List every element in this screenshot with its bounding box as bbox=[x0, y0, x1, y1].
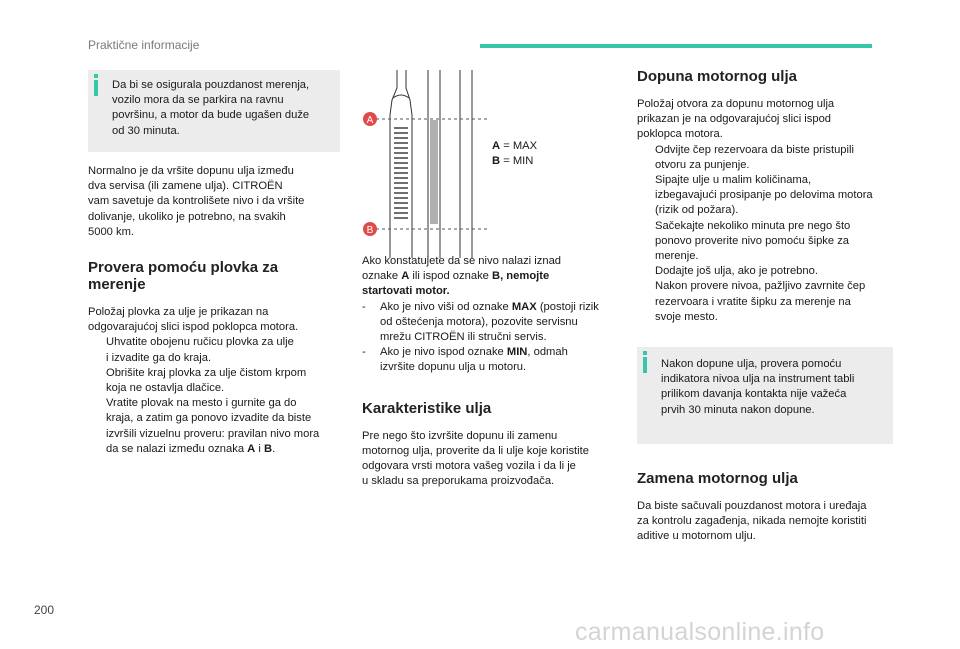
text-span: i bbox=[255, 442, 264, 455]
text-line: Dodajte još ulja, ako je potrebno. bbox=[655, 265, 818, 278]
list-item bbox=[88, 396, 340, 457]
note-line: indikatora nivoa ulja na instrument tabli bbox=[661, 373, 855, 386]
info-note bbox=[637, 347, 893, 444]
note-line: Da bi se osigurala pouzdanost merenja, bbox=[112, 79, 310, 91]
note-line: prilikom davanja kontakta nije važeća bbox=[661, 388, 847, 401]
text-line: (rizik od požara). bbox=[655, 204, 739, 217]
text-line: svoje mesto. bbox=[655, 310, 718, 323]
left-column bbox=[88, 70, 340, 457]
text-line: vam savetuje da kontrolišete nivo i da vršite bbox=[88, 195, 305, 208]
list-item bbox=[637, 173, 893, 219]
text-line: koja ne ostavlja dlačice. bbox=[106, 382, 225, 395]
list-item bbox=[637, 279, 893, 325]
watermark: carmanualsonline.info bbox=[575, 618, 825, 646]
text-line: Nakon provere nivoa, pažljivo zavrnite čep bbox=[655, 280, 866, 293]
mark-b: B bbox=[492, 270, 501, 283]
note-line: površinu, a motor da bude ugašen duže bbox=[112, 109, 310, 122]
marker-b-label: B bbox=[366, 225, 374, 236]
note-line: prvih 30 minuta nakon dopune. bbox=[661, 403, 815, 416]
text-line: 5000 km. bbox=[88, 225, 135, 238]
oil-specs-body bbox=[362, 429, 624, 490]
dash-bullet: - bbox=[362, 300, 366, 313]
legend-value: = MAX bbox=[500, 140, 538, 152]
mark-a: A bbox=[247, 442, 256, 455]
middle-column bbox=[362, 254, 624, 489]
text-line: Odvijte čep rezervoara da biste pristupili bbox=[655, 143, 854, 156]
section-heading-oil-change: Zamena motornog ulja bbox=[637, 470, 798, 488]
text-line: Obrišite kraj plovka za ulje čistom krpom bbox=[106, 366, 307, 379]
list-item bbox=[362, 300, 624, 346]
right-column bbox=[637, 68, 893, 545]
text-line bbox=[362, 269, 624, 284]
text-line: Sipajte ulje u malim količinama, bbox=[655, 174, 812, 187]
text-line: za kontrolu zagađenja, nikada nemojte koristiti bbox=[637, 515, 867, 528]
text-line: Pre nego što izvršite dopunu ili zamenu bbox=[362, 429, 558, 442]
text-span: , nemojte bbox=[500, 270, 550, 283]
list-item bbox=[362, 345, 624, 375]
section-title: Praktične informacije bbox=[88, 38, 200, 52]
topup-body bbox=[637, 97, 893, 325]
text-line: Vratite plovak na mesto i gurnite ga do bbox=[106, 397, 297, 410]
text-span: Ako je nivo ispod oznake bbox=[380, 346, 507, 359]
info-note bbox=[88, 70, 340, 152]
text-line: Sačekajte nekoliko minuta pre nego što bbox=[655, 219, 851, 232]
header-accent-bar bbox=[480, 44, 872, 48]
legend-key: B bbox=[492, 155, 501, 168]
text-span: da se nalazi između oznaka bbox=[106, 442, 248, 455]
dipstick-body bbox=[88, 305, 340, 457]
heading-line: merenje bbox=[88, 276, 146, 294]
section-heading-oil-specs: Karakteristike ulja bbox=[362, 399, 492, 417]
max-label: MAX bbox=[511, 300, 537, 313]
text-line: motornog ulja, proverite da li ulje koje koristite bbox=[362, 444, 589, 457]
list-item bbox=[637, 264, 893, 279]
text-line: Položaj plovka za ulje je prikazan na bbox=[88, 306, 269, 319]
text-span: ili ispod oznake bbox=[409, 270, 492, 283]
text-line: ponovo proverite nivo pomoću šipke za bbox=[655, 234, 850, 247]
note-line: od 30 minuta. bbox=[112, 124, 180, 137]
text-line bbox=[380, 300, 624, 315]
text-line: Položaj otvora za dopunu motornog ulja bbox=[637, 98, 835, 110]
intro-paragraph bbox=[88, 164, 340, 240]
text-line: izvršite dopunu ulja u motoru. bbox=[380, 361, 527, 374]
text-line: izbegavajući prosipanje po delovima motora bbox=[655, 189, 873, 202]
dash-bullet: - bbox=[362, 346, 366, 359]
text-line: Da biste sačuvali pouzdanost motora i uređaja bbox=[637, 500, 867, 513]
legend-b bbox=[492, 154, 537, 169]
text-line: poklopca motora. bbox=[637, 128, 723, 141]
text-line: mrežu CITROËN ili stručni servis. bbox=[380, 331, 547, 344]
note-line: Nakon dopune ulja, provera pomoću bbox=[661, 358, 842, 371]
text-line: odgovara vrsti motora vašeg vozila i da li je bbox=[362, 460, 576, 473]
text-line: dolivanje, ukoliko je potrebno, na svakih bbox=[88, 210, 286, 223]
text-line: rezervoara i vratite šipku za merenje na bbox=[655, 295, 851, 308]
legend-a bbox=[492, 139, 537, 154]
list-item bbox=[88, 335, 340, 365]
text-span: oznake bbox=[362, 270, 402, 283]
text-span: (postoji rizik bbox=[536, 300, 599, 313]
text-line bbox=[380, 345, 624, 360]
dipstick-figure bbox=[362, 70, 492, 260]
list-item bbox=[637, 219, 893, 265]
page-number: 200 bbox=[34, 603, 55, 617]
text-line: prikazan je na odgovarajućoj slici ispod bbox=[637, 113, 832, 126]
text-line: i izvadite ga do kraja. bbox=[106, 351, 212, 364]
legend-value: = MIN bbox=[500, 155, 534, 168]
legend-key: A bbox=[492, 140, 501, 152]
min-label: MIN bbox=[506, 346, 528, 359]
text-line bbox=[362, 284, 624, 299]
marker-a-label: A bbox=[366, 115, 374, 126]
text-line: Uhvatite obojenu ručicu plovka za ulje bbox=[106, 336, 294, 349]
text-line: aditive u motornom ulju. bbox=[637, 530, 756, 543]
note-line: vozilo mora da se parkira na ravnu bbox=[112, 94, 284, 107]
dipstick-middle bbox=[428, 70, 440, 258]
text-line: odgovarajućoj slici ispod poklopca motora. bbox=[88, 321, 299, 334]
text-span: . bbox=[272, 442, 276, 455]
text-line bbox=[106, 442, 340, 457]
text-line: dva servisa (ili zamene ulja). CITROËN bbox=[88, 180, 283, 193]
oil-change-body bbox=[637, 499, 893, 545]
dipstick-ticks bbox=[394, 128, 408, 218]
section-heading-dipstick bbox=[88, 259, 340, 293]
text-line: Ako konstatujete da se nivo nalazi iznad bbox=[362, 255, 562, 267]
text-line: otvoru za punjenje. bbox=[655, 158, 750, 171]
heading-line: Provera pomoću plovka za bbox=[88, 259, 279, 277]
list-item bbox=[88, 366, 340, 396]
list-item bbox=[637, 143, 893, 173]
text-span: Ako je nivo viši od oznake bbox=[380, 300, 512, 313]
info-icon bbox=[94, 80, 98, 96]
text-line: u skladu sa preporukama proizvođača. bbox=[362, 475, 555, 488]
info-icon bbox=[643, 357, 647, 373]
text-line: merenje. bbox=[655, 250, 699, 263]
warning-text: startovati motor. bbox=[362, 285, 450, 298]
text-line: od oštećenja motora), pozovite servisnu bbox=[380, 315, 578, 328]
text-line: izvršili vizuelnu proveru: pravilan nivo mora bbox=[106, 427, 320, 440]
section-heading-topup: Dopuna motornog ulja bbox=[637, 68, 797, 85]
dipstick-right bbox=[460, 70, 472, 258]
text-span: , odmah bbox=[527, 346, 568, 359]
dipstick-left bbox=[390, 70, 412, 258]
figure-legend bbox=[492, 139, 537, 169]
mark-b: B bbox=[263, 442, 273, 455]
text-line: kraja, a zatim ga ponovo izvadite da biste bbox=[106, 412, 312, 425]
text-line: Normalno je da vršite dopunu ulja između bbox=[88, 165, 294, 177]
mark-a: A bbox=[401, 270, 410, 283]
